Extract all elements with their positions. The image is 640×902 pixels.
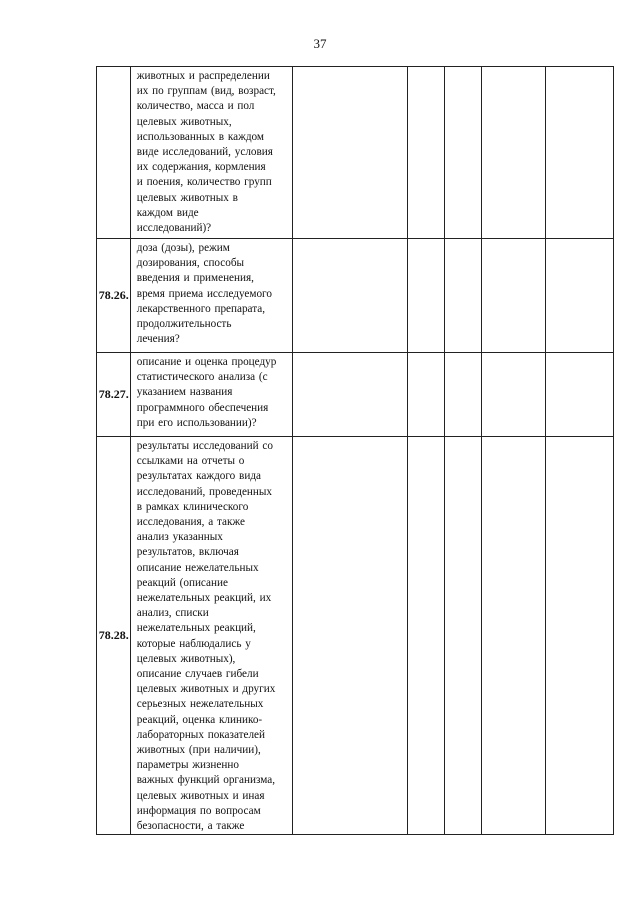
text-line: реакций, оценка клинико- xyxy=(136,713,263,726)
text-line: лекарственного препарата, xyxy=(136,302,266,315)
text-line: результатов, включая xyxy=(136,546,239,559)
text-line: целевых животных и других xyxy=(136,683,276,696)
question-text xyxy=(130,67,292,239)
text-line: результаты исследований со xyxy=(136,440,273,452)
text-line: анализ, списки xyxy=(136,607,209,620)
table-row xyxy=(97,353,614,437)
empty-cell xyxy=(445,67,482,239)
row-number: 78.26. xyxy=(97,239,131,353)
text-line: лабораторных показателей xyxy=(136,728,266,741)
empty-cell xyxy=(481,67,545,239)
text-line: дозирования, способы xyxy=(136,257,245,270)
question-text xyxy=(130,239,292,353)
empty-cell xyxy=(408,437,445,835)
text-line: программного обеспечения xyxy=(136,401,269,414)
row-number: 78.27. xyxy=(97,353,131,437)
text-line: описание и оценка процедур xyxy=(136,356,277,368)
question-text xyxy=(130,437,292,835)
row-number xyxy=(97,67,131,239)
text-line: ссылками на отчеты о xyxy=(136,455,245,468)
text-line: целевых животных, xyxy=(136,115,232,128)
empty-cell xyxy=(546,437,614,835)
empty-cell xyxy=(408,239,445,353)
empty-cell xyxy=(445,239,482,353)
empty-cell xyxy=(445,437,482,835)
empty-cell xyxy=(408,353,445,437)
question-text xyxy=(130,353,292,437)
text-line: животных (при наличии), xyxy=(136,744,261,757)
text-line: важных функций организма, xyxy=(136,774,275,787)
text-line: продолжительность xyxy=(136,318,232,331)
text-line: нежелательных реакций, xyxy=(136,622,256,635)
empty-cell xyxy=(292,67,408,239)
text-line: реакций (описание xyxy=(136,576,228,589)
text-line: исследования, а также xyxy=(136,516,245,529)
text-line: нежелательных реакций, их xyxy=(136,592,272,605)
text-line: серьезных нежелательных xyxy=(136,698,264,711)
text-line: виде исследований, условия xyxy=(136,146,273,159)
text-line: введения и применения, xyxy=(136,272,254,285)
text-line: описание случаев гибели xyxy=(136,668,259,681)
text-line: в рамках клинического xyxy=(136,500,249,513)
empty-cell xyxy=(546,67,614,239)
text-line: указанием названия xyxy=(136,386,233,399)
table-row xyxy=(97,239,614,353)
page-number: 37 xyxy=(313,36,327,51)
empty-cell xyxy=(292,239,408,353)
text-line: животных и распределении xyxy=(136,70,270,82)
text-line: каждом виде xyxy=(136,206,199,219)
table-row xyxy=(97,67,614,239)
text-line: при его использовании)? xyxy=(136,416,257,429)
checklist-table xyxy=(96,66,614,835)
empty-cell xyxy=(445,353,482,437)
empty-cell xyxy=(481,353,545,437)
text-line: и поения, количество групп xyxy=(136,176,272,189)
text-line: лечения? xyxy=(136,333,180,346)
text-line: количество, масса и пол xyxy=(136,100,255,113)
text-line: целевых животных в xyxy=(136,191,238,204)
text-line: статистического анализа (с xyxy=(136,371,268,384)
text-line: использованных в каждом xyxy=(136,130,264,143)
empty-cell xyxy=(481,239,545,353)
text-line: исследований)? xyxy=(136,222,212,235)
empty-cell xyxy=(546,353,614,437)
text-line: исследований, проведенных xyxy=(136,485,272,498)
text-line: безопасности, а также xyxy=(136,820,245,833)
text-line: их по группам (вид, возраст, xyxy=(136,85,276,98)
text-line: информация по вопросам xyxy=(136,804,261,817)
text-line: которые наблюдались у xyxy=(136,637,251,650)
text-line: целевых животных), xyxy=(136,652,236,665)
text-line: описание нежелательных xyxy=(136,561,259,574)
empty-cell xyxy=(481,437,545,835)
row-number: 78.28. xyxy=(97,437,131,835)
text-line: целевых животных и иная xyxy=(136,789,265,802)
table-row xyxy=(97,437,614,835)
empty-cell xyxy=(292,353,408,437)
text-line: время приема исследуемого xyxy=(136,287,272,300)
text-line: их содержания, кормления xyxy=(136,161,266,174)
empty-cell xyxy=(546,239,614,353)
empty-cell xyxy=(408,67,445,239)
text-line: доза (дозы), режим xyxy=(136,242,230,254)
empty-cell xyxy=(292,437,408,835)
text-line: результатах каждого вида xyxy=(136,470,261,483)
text-line: анализ указанных xyxy=(136,531,223,544)
text-line: параметры жизненно xyxy=(136,759,239,772)
